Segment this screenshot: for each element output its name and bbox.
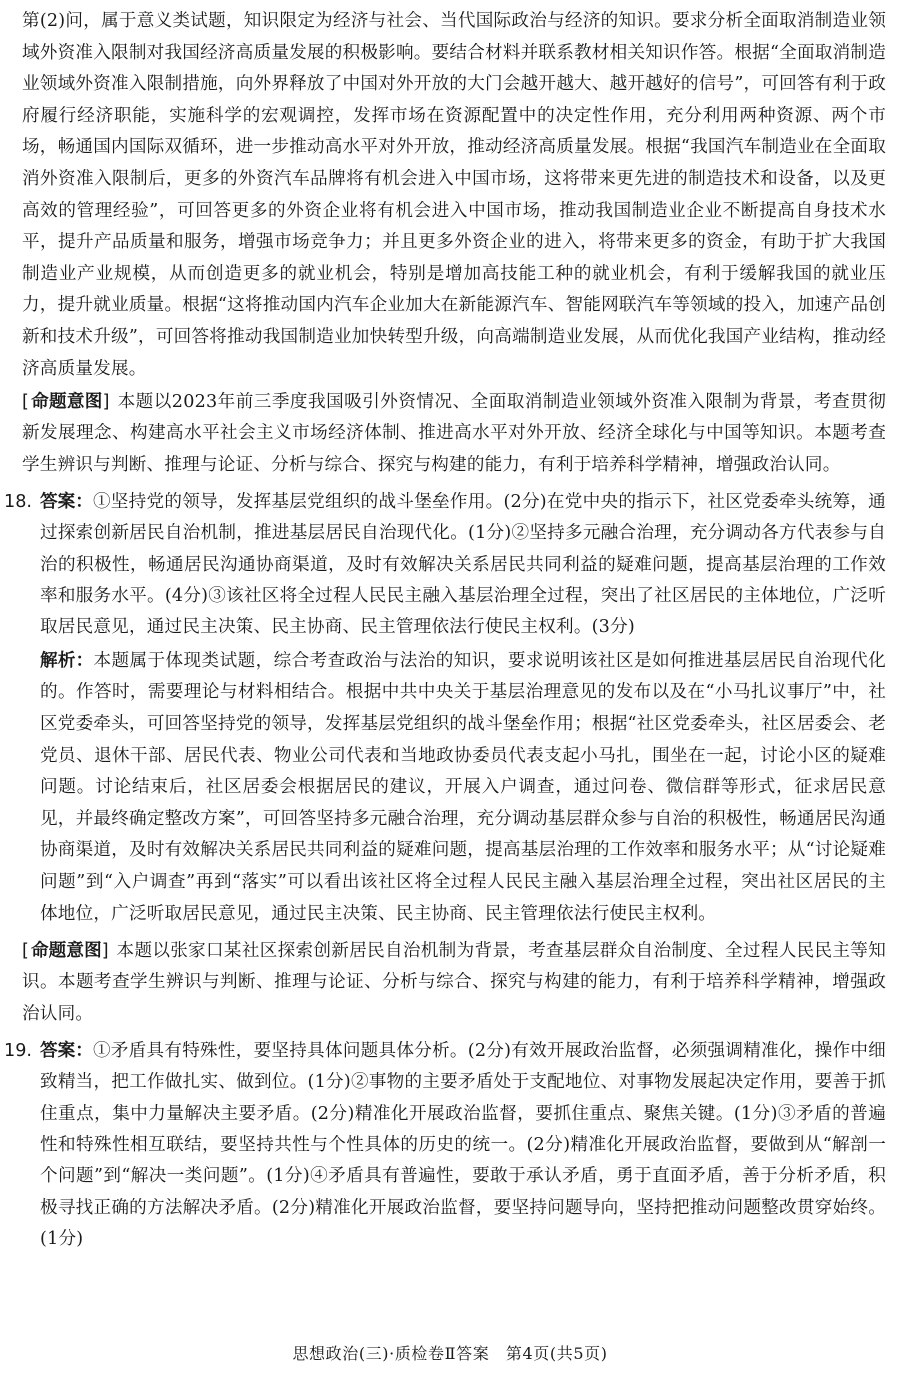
q18-intent-section (22, 936, 886, 1030)
answer-label: 答案： (40, 1040, 93, 1061)
intent-text: 本题以2023年前三季度我国吸引外资情况、全面取消制造业领域外资准入限制为背景，考查贯彻新发展理念、构建高水平社会主义市场经济体制、推进高水平对外开放、经济全球化与中国等知识。本题考查学生辨识与判断、推理与论证、分析与综合、探究与构建的能力，有利于培养科学精神，增强政治认同。 (22, 392, 886, 475)
question-18 (4, 487, 886, 930)
answer-text: ①坚持党的领导，发挥基层党组织的战斗堡垒作用。(2分)在党中央的指示下，社区党委牵头统筹，通过探索创新居民自治机制，推进基层居民自治现代化。(1分)②坚持多元融合治理，充分调动各方代表参与自治的积极性，畅通居民沟通协商渠道，及时有效解决关系居民共同利益的疑难问题，提高基层治理的工作效率和服务水平。(4分)③该社区将全过程人民民主融入基层治理全过程，突出了社区居民的主体地位，广泛听取居民意见，通过民主决策、民主协商、民主管理依法行使民主权利。(3分) (40, 491, 886, 638)
answer-text: ①矛盾具有特殊性，要坚持具体问题具体分析。(2分)有效开展政治监督，必须强调精准化，操作中细致精当，把工作做扎实、做到位。(1分)②事物的主要矛盾处于支配地位、对事物发展起决定作用，要善于抓住重点，集中力量解决主要矛盾。(2分)精准化开展政治监督，要抓住重点、聚焦关键。(1分)③矛盾的普遍性和特殊性相互联结，要坚持共性与个性具体的历史的统一。(2分)精准化开展政治监督，要做到从“解剖一个问题”到“解决一类问题”。(1分)④矛盾具有普遍性，要敢于承认矛盾，勇于直面矛盾，善于分析矛盾，积极寻找正确的方法解决矛盾。(2分)精准化开展政治监督，要坚持问题导向，坚持把推动问题整改贯穿始终。(1分) (40, 1040, 886, 1250)
analysis-label: 解析： (40, 650, 94, 671)
answer-label: 答案： (40, 491, 93, 512)
question-number: 19. (4, 1040, 32, 1061)
analysis-text: 本题属于体现类试题，综合考查政治与法治的知识，要求说明该社区是如何推进基层居民自治现代化的。作答时，需要理论与材料相结合。根据中共中央关于基层治理意见的发布以及在“小马扎议事厅”中，社区党委牵头，可回答坚持党的领导，发挥基层党组织的战斗堡垒作用；根据“社区党委牵头，社区居委会、老党员、退休干部、居民代表、物业公司代表和当地政协委员代表支起小马扎，围坐在一起，讨论小区的疑难问题。讨论结束后，社区居委会根据居民的建议，开展入户调查，通过问卷、微信群等形式，征求居民意见，并最终确定整改方案”，可回答坚持多元融合治理，充分调动基层群众参与自治的积极性，畅通居民沟通协商渠道，及时有效解决关系居民共同利益的疑难问题，提高基层治理的工作效率和服务水平；从“讨论疑难问题”到“入户调查”再到“落实”可以看出该社区将全过程人民民主融入基层治理全过程，突出社区居民的主体地位，广泛听取居民意见，通过民主决策、民主协商、民主管理依法行使民主权利。 (40, 650, 886, 924)
intent-label: [ 命题意图] (22, 392, 110, 413)
q17-part2-analysis (22, 6, 886, 385)
analysis-paragraph: 第(2)问，属于意义类试题，知识限定为经济与社会、当代国际政治与经济的知识。要求分析全面取消制造业领域外资准入限制对我国经济高质量发展的积极影响。要结合材料并联系教材相关知识作答。根据“全面取消制造业领域外资准入限制措施，向外界释放了中国对外开放的大门会越开越大、越开越好的信号”，可回答有利于政府履行经济职能，实施科学的宏观调控，发挥市场在资源配置中的决定性作用，充分利用两种资源、两个市场，畅通国内国际双循环，进一步推动高水平对外开放，推动经济高质量发展。根据“我国汽车制造业在全面取消外资准入限制后，更多的外资汽车品牌将有机会进入中国市场，这将带来更先进的制造技术和设备，以及更高效的管理经验”，可回答更多的外资企业将有机会进入中国市场，推动我国制造业企业不断提高自身技术水平，提升产品质量和服务，增强市场竞争力；并且更多外资企业的进入，将带来更多的资金，有助于扩大我国制造业产业规模，从而创造更多的就业机会，特别是增加高技能工种的就业机会，有利于缓解我国的就业压力，提升就业质量。根据“这将推动国内汽车企业加大在新能源汽车、智能网联汽车等领域的投入，加速产品创新和技术升级”，可回答将推动我国制造业加快转型升级，向高端制造业发展，从而优化我国产业结构，推动经济高质量发展。 (22, 11, 886, 379)
q18-analysis (40, 646, 886, 930)
intent-text: 本题以张家口某社区探索创新居民自治机制为背景，考查基层群众自治制度、全过程人民民主等知识。本题考查学生辨识与判断、推理与论证、分析与综合、探究与构建的能力，有利于培养科学精神，增强政治认同。 (22, 941, 886, 1024)
page-footer: 思想政治(三)·质检卷Ⅱ答案 第4页(共5页) (292, 1344, 608, 1363)
question-19 (4, 1036, 886, 1256)
intent-label: [ 命题意图] (22, 941, 109, 962)
q18-answer (40, 487, 886, 644)
q17-intent-section (22, 387, 886, 481)
q19-answer (40, 1036, 886, 1256)
question-number: 18. (4, 491, 32, 512)
